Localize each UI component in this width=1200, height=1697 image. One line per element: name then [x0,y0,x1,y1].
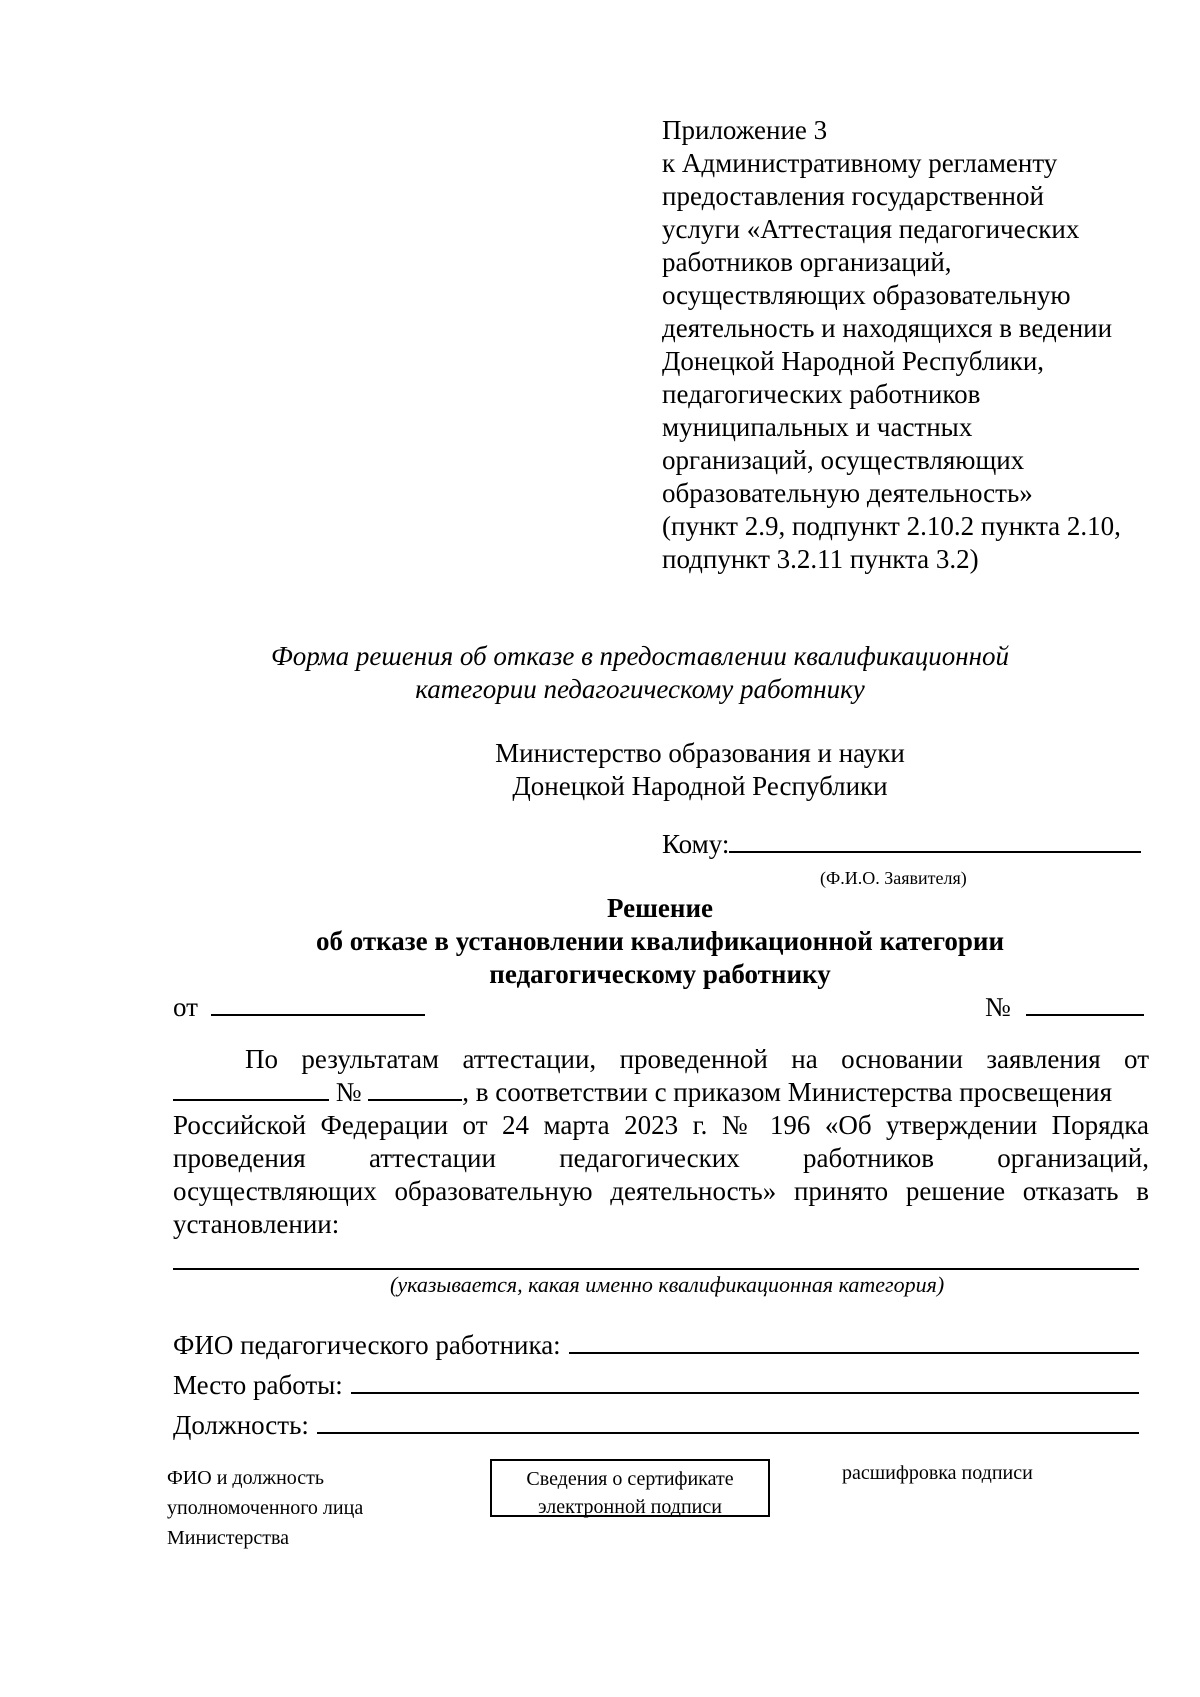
recipient-label: Кому: [662,829,730,859]
signature-decoding: расшифровка подписи [842,1462,1033,1484]
body-line-3: Российской Федерации от 24 марта 2023 г. № 196 «Об утверждении Порядка [173,1110,1149,1140]
ministry-line-2: Донецкой Народной Республики [512,771,888,801]
appendix-line: организаций, осуществляющих [662,445,1025,475]
cert-line-1: Сведения о сертификате [526,1468,734,1490]
appendix-header [662,114,1182,576]
workplace-field[interactable] [351,1372,1139,1394]
form-title [170,640,1110,706]
decision-title-line-3: педагогическому работнику [489,959,831,989]
teacher-name-row [173,1330,1139,1361]
recipient-row [662,827,1141,860]
recipient-hint: (Ф.И.О. Заявителя) [820,868,967,888]
decision-title-line-1: Решение [607,893,713,923]
appendix-line: работников организаций, [662,247,952,277]
application-date-field[interactable] [173,1077,329,1101]
teacher-name-label: ФИО педагогического работника: [173,1330,561,1360]
ministry-line-1: Министерство образования и науки [495,738,905,768]
position-row [173,1410,1139,1441]
e-signature-certificate-box [490,1459,770,1517]
position-label: Должность: [173,1410,309,1440]
appendix-line: (пункт 2.9, подпункт 2.10.2 пункта 2.10, [662,511,1121,541]
application-number-label: № [335,1077,362,1107]
appendix-line: деятельность и находящихся в ведении [662,313,1113,343]
decision-title [170,892,1150,991]
form-title-line-2: категории педагогическому работнику [415,674,865,704]
official-info [167,1463,363,1553]
appendix-line: образовательную деятельность» [662,478,1033,508]
number-row [985,992,1144,1023]
number-field[interactable] [1026,992,1144,1016]
cert-line-2: электронной подписи [538,1496,722,1518]
date-label: от [173,992,198,1022]
teacher-name-field[interactable] [569,1332,1139,1354]
workplace-row [173,1370,1139,1401]
appendix-line: к Административному регламенту [662,148,1058,178]
date-row [173,992,425,1023]
body-line-2 [173,1076,1149,1109]
position-field[interactable] [317,1412,1139,1434]
workplace-label: Место работы: [173,1370,343,1400]
application-number-field[interactable] [368,1077,462,1101]
form-title-line-1: Форма решения об отказе в предоставлении квалификационной [271,641,1009,671]
category-field[interactable] [173,1268,1139,1270]
ministry-name [420,737,980,803]
official-info-line-3: Министерства [167,1527,290,1549]
appendix-line: муниципальных и частных [662,412,973,442]
body-line-6: установлении: [173,1209,340,1239]
official-info-line-2: уполномоченного лица [167,1497,364,1519]
recipient-field[interactable] [729,827,1141,853]
appendix-line: педагогических работников [662,379,981,409]
number-label: № [985,992,1011,1022]
official-info-line-1: ФИО и должность [167,1467,325,1489]
body-line-2-text: , в соответствии с приказом Министерства просвещения [462,1077,1113,1107]
body-line-4: проведения аттестации педагогических работников организаций, [173,1143,1149,1173]
body-line-1: По результатам аттестации, проведенной на основании заявления от [245,1044,1149,1074]
appendix-line: осуществляющих образовательную [662,280,1071,310]
appendix-line: подпункт 3.2.11 пункта 3.2) [662,544,979,574]
appendix-line: предоставления государственной [662,181,1044,211]
date-field[interactable] [211,992,425,1016]
appendix-line: Приложение 3 [662,115,828,145]
body-line-5: осуществляющих образовательную деятельность» принято решение отказать в [173,1176,1149,1206]
decision-title-line-2: об отказе в установлении квалификационной категории [315,926,1005,956]
appendix-line: Донецкой Народной Республики, [662,346,1045,376]
category-hint: (указывается, какая именно квалификационная категория) [390,1272,945,1297]
decision-body [173,1043,1149,1241]
appendix-line: услуги «Аттестация педагогических [662,214,1080,244]
